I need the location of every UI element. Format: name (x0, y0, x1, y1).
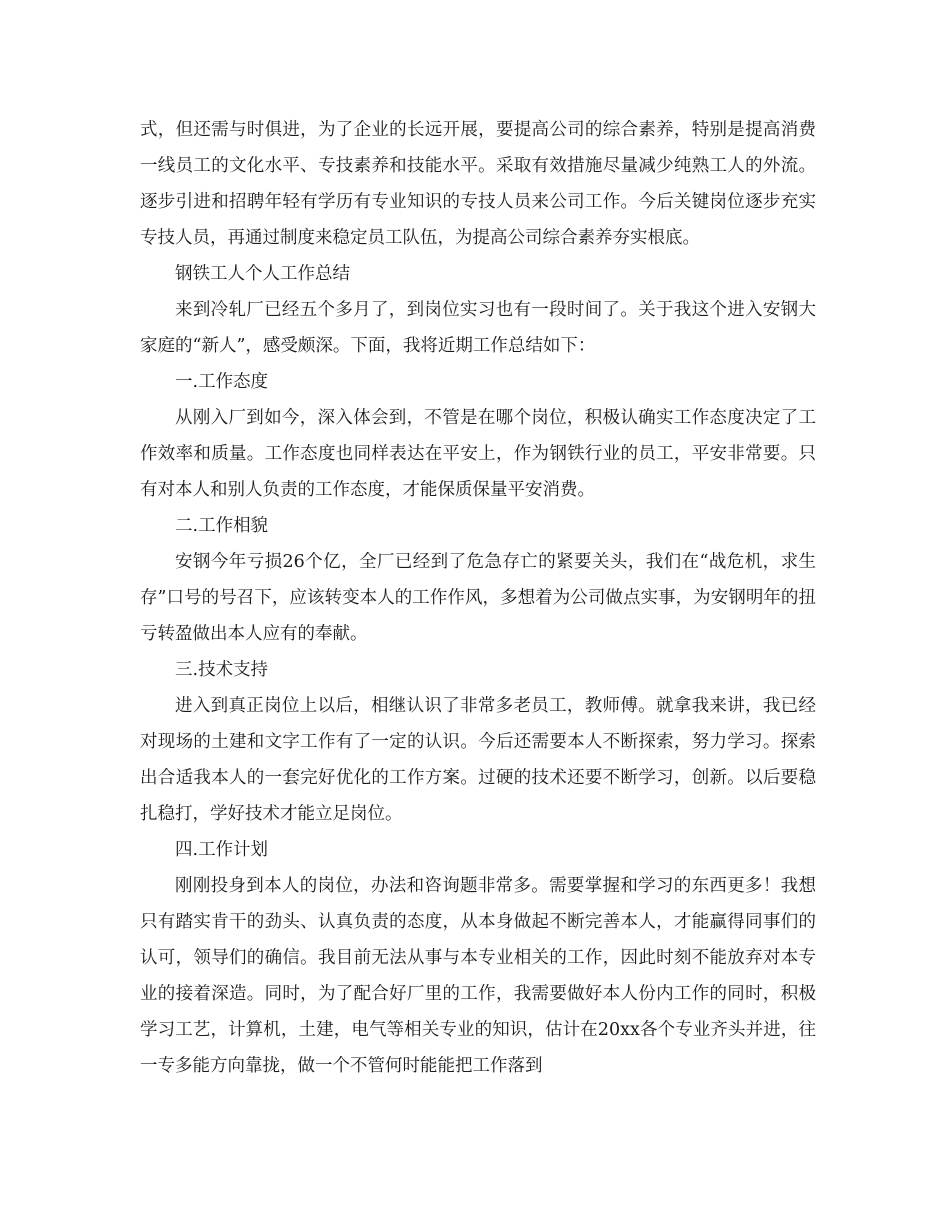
heading-work-appearance: 二.工作相貌 (175, 516, 269, 536)
heading-work-plan: 四.工作计划 (175, 840, 269, 860)
section-title: 钢铁工人个人工作总结 (175, 264, 350, 284)
document-body (140, 112, 816, 1084)
paragraph-work-plan: 刚刚投身到本人的岗位，办法和咨询题非常多。需要掌握和学习的东西更多！我想只有踏实肯干的劲头、认真负责的态度，从本身做起不断完善本人，才能赢得同事们的认可，领导们的确信。我目前无法从事与本专业相关的工作，因此时刻不能放弃对本专业的接着深造。同时，为了配合好厂里的工作，我需要做好本人份内工作的同时，积极学习工艺，计算机，土建，电气等相关专业的知识，估计在20xx各个专业齐头并进，往一专多能方向靠拢，做一个不管何时能能把工作落到 (140, 876, 816, 1076)
paragraph-intro: 来到冷轧厂已经五个多月了，到岗位实习也有一段时间了。关于我这个进入安钢大家庭的“新人”，感受颇深。下面，我将近期工作总结如下： (140, 300, 816, 356)
heading-work-attitude: 一.工作态度 (175, 372, 269, 392)
paragraph-work-attitude: 从刚入厂到如今，深入体会到，不管是在哪个岗位，积极认确实工作态度决定了工作效率和质量。工作态度也同样表达在平安上，作为钢铁行业的员工，平安非常要。只有对本人和别人负责的工作态度，才能保质保量平安消费。 (140, 408, 816, 500)
paragraph-technical-support: 进入到真正岗位上以后，相继认识了非常多老员工，教师傅。就拿我来讲，我已经对现场的土建和文字工作有了一定的认识。今后还需要本人不断探索，努力学习。探索出合适我本人的一套完好优化的工作方案。过硬的技术还要不断学习，创新。以后要稳扎稳打，学好技术才能立足岗位。 (140, 696, 816, 824)
paragraph-work-appearance: 安钢今年亏损26个亿，全厂已经到了危急存亡的紧要关头，我们在“战危机，求生存”口号的号召下，应该转变本人的工作作风，多想着为公司做点实事，为安钢明年的扭亏转盈做出本人应有的奉献。 (140, 552, 816, 644)
paragraph-continuation: 式，但还需与时俱进，为了企业的长远开展，要提高公司的综合素养，特别是提高消费一线员工的文化水平、专技素养和技能水平。采取有效措施尽量减少纯熟工人的外流。逐步引进和招聘年轻有学历有专业知识的专技人员来公司工作。今后关键岗位逐步充实专技人员，再通过制度来稳定员工队伍，为提高公司综合素养夯实根底。 (140, 120, 816, 248)
heading-technical-support: 三.技术支持 (175, 660, 269, 680)
